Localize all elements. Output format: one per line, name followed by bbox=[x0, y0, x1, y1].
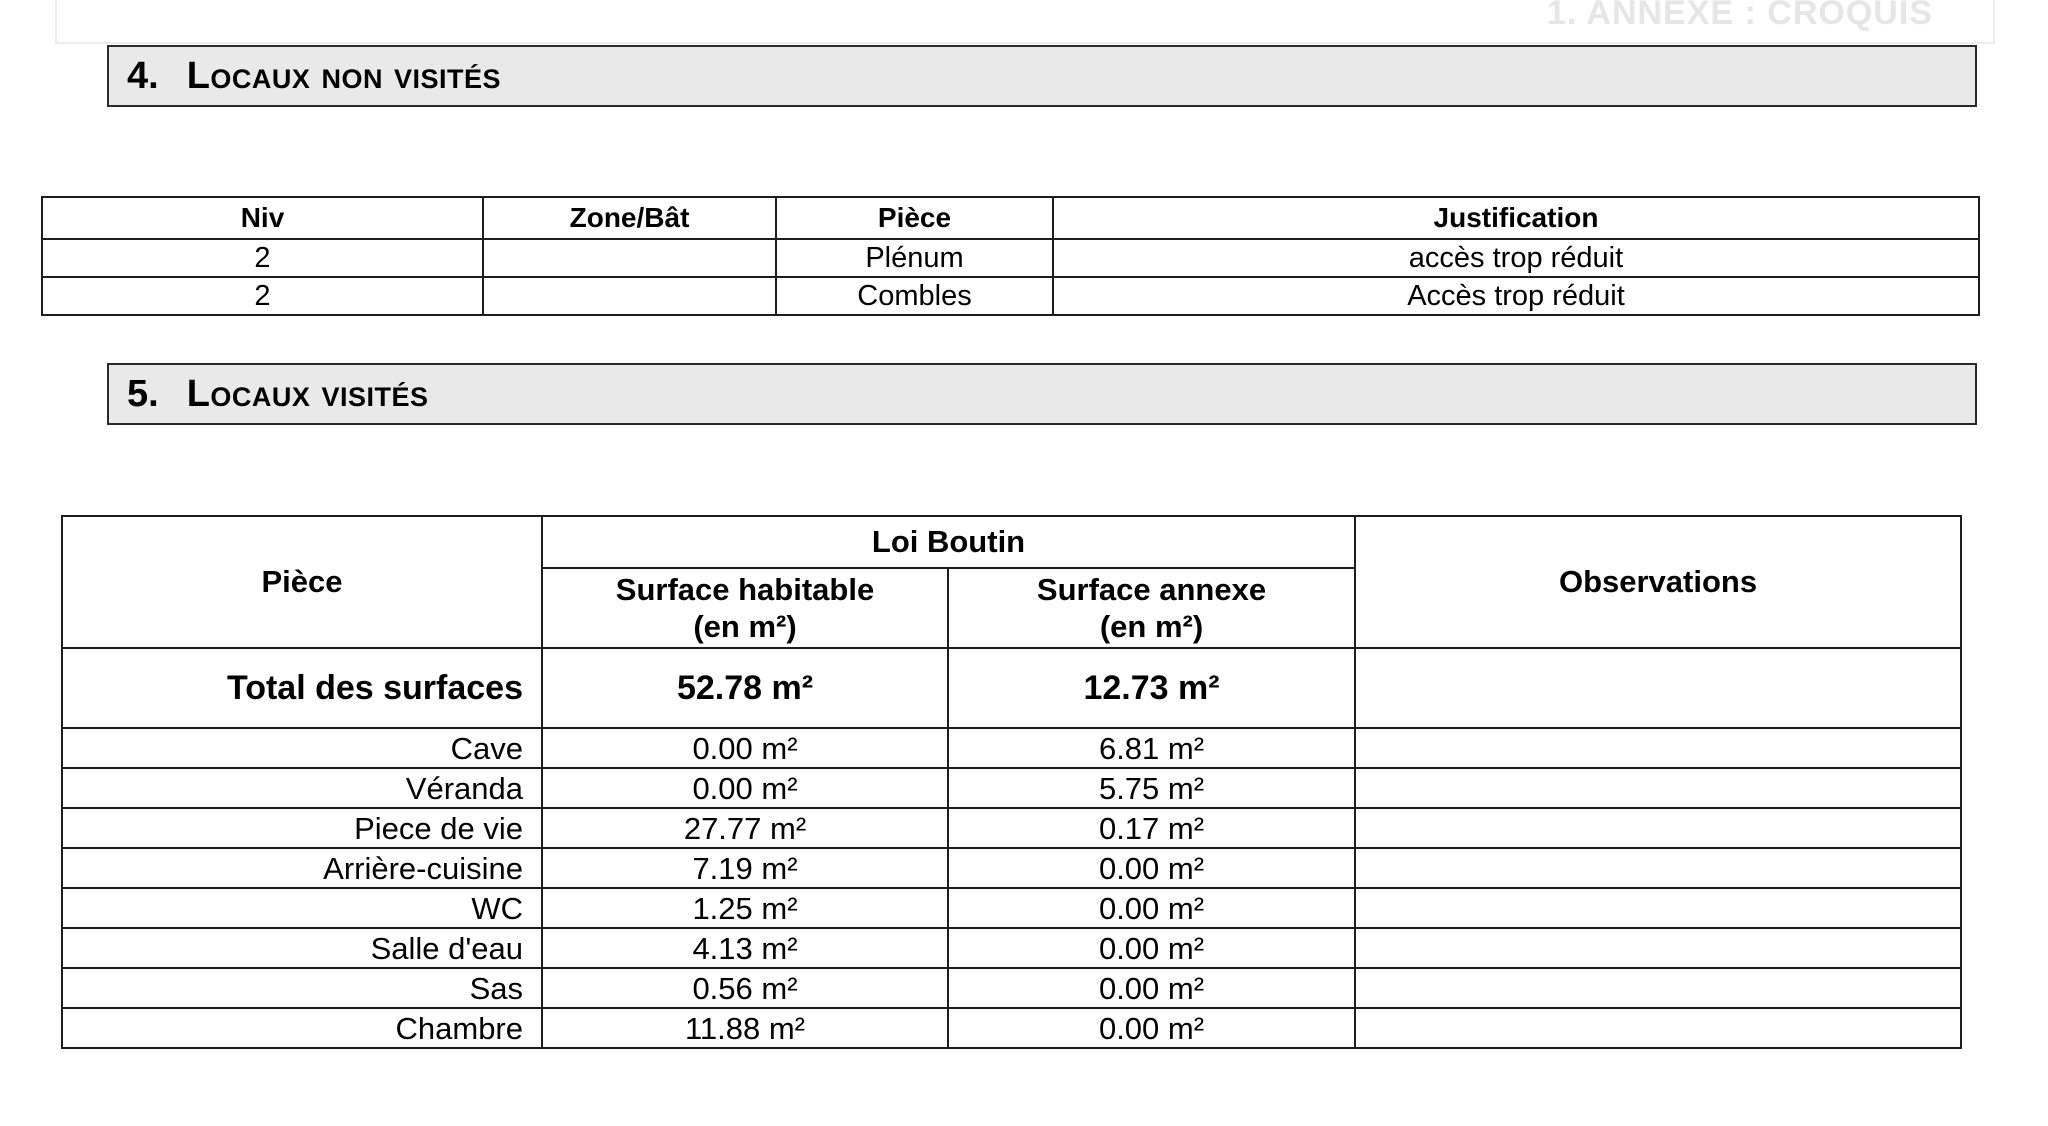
total-label: Total des surfaces bbox=[62, 648, 542, 728]
cell-annexe: 0.17 m² bbox=[948, 808, 1355, 848]
cell-observations bbox=[1355, 928, 1961, 968]
visited-rooms-table bbox=[61, 515, 1962, 1049]
cell-piece: Véranda bbox=[62, 768, 542, 808]
section-heading-visited bbox=[107, 363, 1977, 425]
cell-justification: accès trop réduit bbox=[1053, 239, 1979, 277]
cell-observations bbox=[1355, 808, 1961, 848]
section-heading-unvisited bbox=[107, 45, 1977, 107]
cell-observations bbox=[1355, 888, 1961, 928]
total-row bbox=[62, 648, 1961, 728]
faded-previous-section bbox=[55, 0, 1995, 44]
table-header-row bbox=[42, 197, 1979, 239]
cell-annexe: 0.00 m² bbox=[948, 928, 1355, 968]
header-zone: Zone/Bât bbox=[483, 197, 776, 239]
header-surface-habitable bbox=[542, 568, 948, 648]
cell-habitable: 0.00 m² bbox=[542, 768, 948, 808]
table-row bbox=[62, 888, 1961, 928]
cell-piece: Sas bbox=[62, 968, 542, 1008]
header-piece: Pièce bbox=[62, 516, 542, 648]
section-number: 4. bbox=[127, 54, 159, 97]
cell-piece: Plénum bbox=[776, 239, 1053, 277]
header-loi-boutin: Loi Boutin bbox=[542, 516, 1355, 568]
cell-observations bbox=[1355, 848, 1961, 888]
cell-annexe: 0.00 m² bbox=[948, 1008, 1355, 1048]
cell-habitable: 11.88 m² bbox=[542, 1008, 948, 1048]
cell-annexe: 6.81 m² bbox=[948, 728, 1355, 768]
cell-piece: Salle d'eau bbox=[62, 928, 542, 968]
cell-piece: Combles bbox=[776, 277, 1053, 315]
table-row bbox=[62, 928, 1961, 968]
cell-niv: 2 bbox=[42, 277, 483, 315]
total-habitable: 52.78 m² bbox=[542, 648, 948, 728]
unvisited-rooms-table bbox=[41, 196, 1980, 316]
section-title: Locaux non visités bbox=[186, 54, 502, 97]
header-surface-annexe-label: Surface annexe bbox=[1036, 571, 1267, 607]
cell-observations bbox=[1355, 768, 1961, 808]
header-observations: Observations bbox=[1355, 516, 1961, 648]
faded-annex-heading: 1. ANNEXE : CROQUIS bbox=[1546, 0, 1933, 32]
header-piece: Pièce bbox=[776, 197, 1053, 239]
cell-zone bbox=[483, 239, 776, 277]
section-number: 5. bbox=[127, 372, 159, 415]
cell-piece: Cave bbox=[62, 728, 542, 768]
table-row bbox=[42, 239, 1979, 277]
header-niv: Niv bbox=[42, 197, 483, 239]
cell-justification: Accès trop réduit bbox=[1053, 277, 1979, 315]
cell-annexe: 0.00 m² bbox=[948, 888, 1355, 928]
cell-habitable: 4.13 m² bbox=[542, 928, 948, 968]
total-annexe: 12.73 m² bbox=[948, 648, 1355, 728]
cell-habitable: 7.19 m² bbox=[542, 848, 948, 888]
table-row bbox=[62, 728, 1961, 768]
cell-zone bbox=[483, 277, 776, 315]
cell-habitable: 0.00 m² bbox=[542, 728, 948, 768]
cell-piece: WC bbox=[62, 888, 542, 928]
table-header-row bbox=[62, 516, 1961, 568]
cell-annexe: 5.75 m² bbox=[948, 768, 1355, 808]
cell-piece: Chambre bbox=[62, 1008, 542, 1048]
cell-habitable: 0.56 m² bbox=[542, 968, 948, 1008]
header-surface-habitable-unit: (en m²) bbox=[693, 609, 797, 644]
header-justification: Justification bbox=[1053, 197, 1979, 239]
cell-annexe: 0.00 m² bbox=[948, 848, 1355, 888]
table-row bbox=[62, 808, 1961, 848]
cell-habitable: 27.77 m² bbox=[542, 808, 948, 848]
table-row bbox=[62, 968, 1961, 1008]
total-observations bbox=[1355, 648, 1961, 728]
table-row bbox=[62, 1008, 1961, 1048]
header-surface-habitable-label: Surface habitable bbox=[615, 571, 875, 607]
cell-observations bbox=[1355, 968, 1961, 1008]
header-surface-annexe bbox=[948, 568, 1355, 648]
section-title: Locaux visités bbox=[186, 372, 429, 415]
cell-habitable: 1.25 m² bbox=[542, 888, 948, 928]
table-row bbox=[42, 277, 1979, 315]
cell-observations bbox=[1355, 1008, 1961, 1048]
cell-annexe: 0.00 m² bbox=[948, 968, 1355, 1008]
header-surface-annexe-unit: (en m²) bbox=[1099, 609, 1204, 644]
cell-piece: Arrière-cuisine bbox=[62, 848, 542, 888]
cell-piece: Piece de vie bbox=[62, 808, 542, 848]
table-row bbox=[62, 848, 1961, 888]
table-row bbox=[62, 768, 1961, 808]
cell-observations bbox=[1355, 728, 1961, 768]
cell-niv: 2 bbox=[42, 239, 483, 277]
